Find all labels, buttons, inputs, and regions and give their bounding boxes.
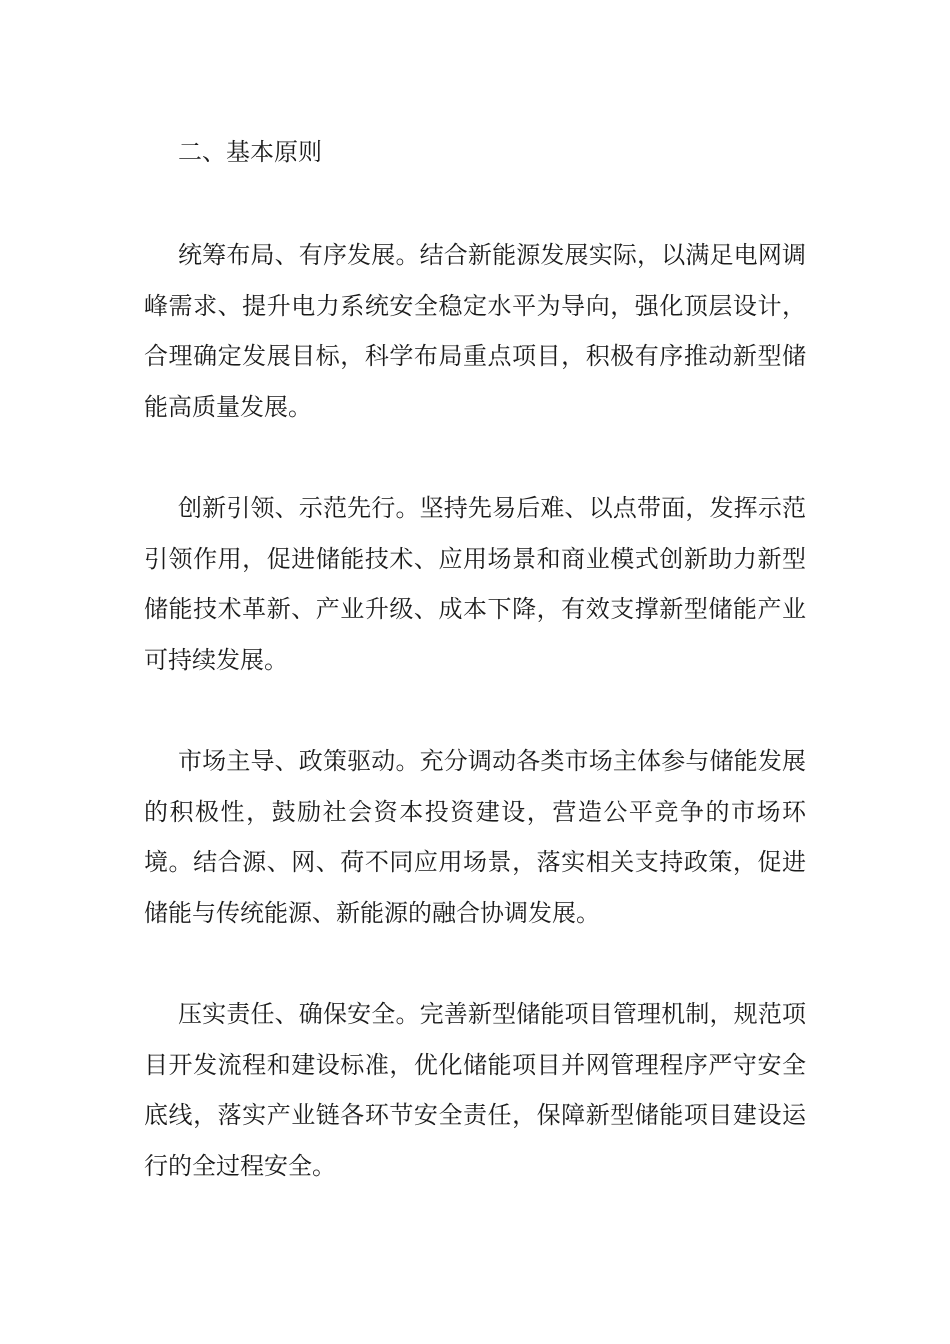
section-heading: 二、基本原则 (178, 138, 322, 166)
paragraph-safety: 压实责任、确保安全。完善新型储能项目管理机制，规范项目开发流程和建设标准，优化储能项目并网管理程序严守安全底线，落实产业链各环节安全责任，保障新型储能项目建设运行的全过程安全。 (144, 1000, 806, 1180)
paragraph-market: 市场主导、政策驱动。充分调动各类市场主体参与储能发展的积极性，鼓励社会资本投资建设，营造公平竞争的市场环境。结合源、网、荷不同应用场景，落实相关支持政策，促进储能与传统能源、新能源的融合协调发展。 (144, 747, 806, 927)
paragraph-overall-layout: 统筹布局、有序发展。结合新能源发展实际，以满足电网调峰需求、提升电力系统安全稳定水平为导向，强化顶层设计，合理确定发展目标，科学布局重点项目，积极有序推动新型储能高质量发展。 (144, 241, 806, 421)
paragraph-innovation: 创新引领、示范先行。坚持先易后难、以点带面，发挥示范引领作用，促进储能技术、应用场景和商业模式创新助力新型储能技术革新、产业升级、成本下降，有效支撑新型储能产业可持续发展。 (144, 494, 806, 674)
